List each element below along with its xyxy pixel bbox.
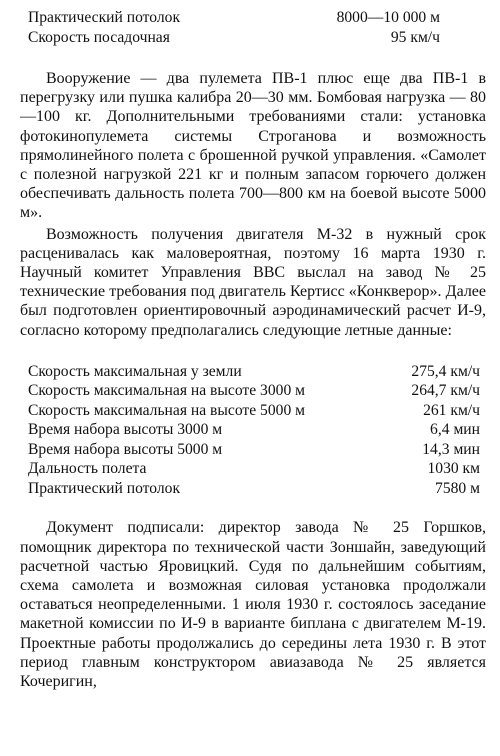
paragraph-document: Документ подписали: директор завода № 25 Горшков, помощник директора по технической части Зоншайн, заведующий расчетной частью Яровицкий. Судя по дальнейшим событиям, схема самолета и возможная силовая установка продолжали оставаться неопределенными. 1 июля 1930 г. состоялось заседание макетной комиссии по И-9 в варианте биплана с двигателем М-19. Проектные работы продолжались до середины лета 1930 г. В этот период главным конструктором авиазавода № 25 является Кочеригин, [20, 519, 486, 690]
spec-label: Практический потолок [28, 479, 181, 497]
spec-value: 1030 км [427, 460, 480, 478]
spec-table-top [28, 8, 440, 47]
table-row [28, 401, 480, 421]
spec-label: Время набора высоты 3000 м [28, 421, 223, 439]
table-row [28, 362, 480, 382]
spec-label: Время набора высоты 5000 м [28, 440, 223, 458]
spec-label: Скорость посадочная [28, 28, 170, 46]
table-row [28, 8, 440, 28]
spec-value: 8000—10 000 м [336, 9, 440, 26]
table-row [28, 459, 480, 479]
spec-value: 95 км/ч [390, 28, 440, 46]
spec-value: 14,3 мин [422, 440, 480, 458]
table-row [28, 28, 440, 48]
spec-value: 275,4 км/ч [411, 362, 480, 380]
spec-label: Практический потолок [28, 9, 181, 26]
spec-table-flight-data [28, 362, 480, 499]
paragraph-armament: Вооружение — два пулемета ПВ-1 плюс еще два ПВ-1 в перегрузку или пушка калибра 20—30 мм. Бомбовая нагрузка — 80—100 кг. Дополнительными требованиями стали: установка фотокинопулемета системы Строганова и возможность прямолинейного полета с брошенной ручкой управления. «Самолет с полезной нагрузкой 221 кг и полным запасом горючего должен обеспечивать дальность полета 700—800 км на боевой высоте 5000 м». [20, 70, 486, 222]
table-row [28, 440, 480, 460]
spec-value: 7580 м [435, 479, 480, 497]
spec-label: Скорость максимальная на высоте 5000 м [28, 401, 306, 419]
spec-label: Дальность полета [28, 460, 147, 478]
spec-value: 261 км/ч [423, 401, 480, 419]
spec-label: Скорость максимальная у земли [28, 362, 242, 380]
table-row [28, 381, 480, 401]
spec-label: Скорость максимальная на высоте 3000 м [28, 382, 306, 400]
spec-value: 6,4 мин [430, 421, 480, 439]
spec-value: 264,7 км/ч [411, 382, 480, 400]
table-row [28, 479, 480, 499]
paragraph-engine: Возможность получения двигателя М-32 в нужный срок расценивалась как маловероятная, поэтому 16 марта 1930 г. Научный комитет Управления ВВС выслал на завод № 25 технические требования под двигатель Кертисс «Конкверор». Далее был подготовлен ориентировочный аэродинамический расчет И-9, согласно которому предполагались следующие летные данные: [20, 225, 486, 339]
book-page [20, 8, 486, 691]
table-row [28, 420, 480, 440]
